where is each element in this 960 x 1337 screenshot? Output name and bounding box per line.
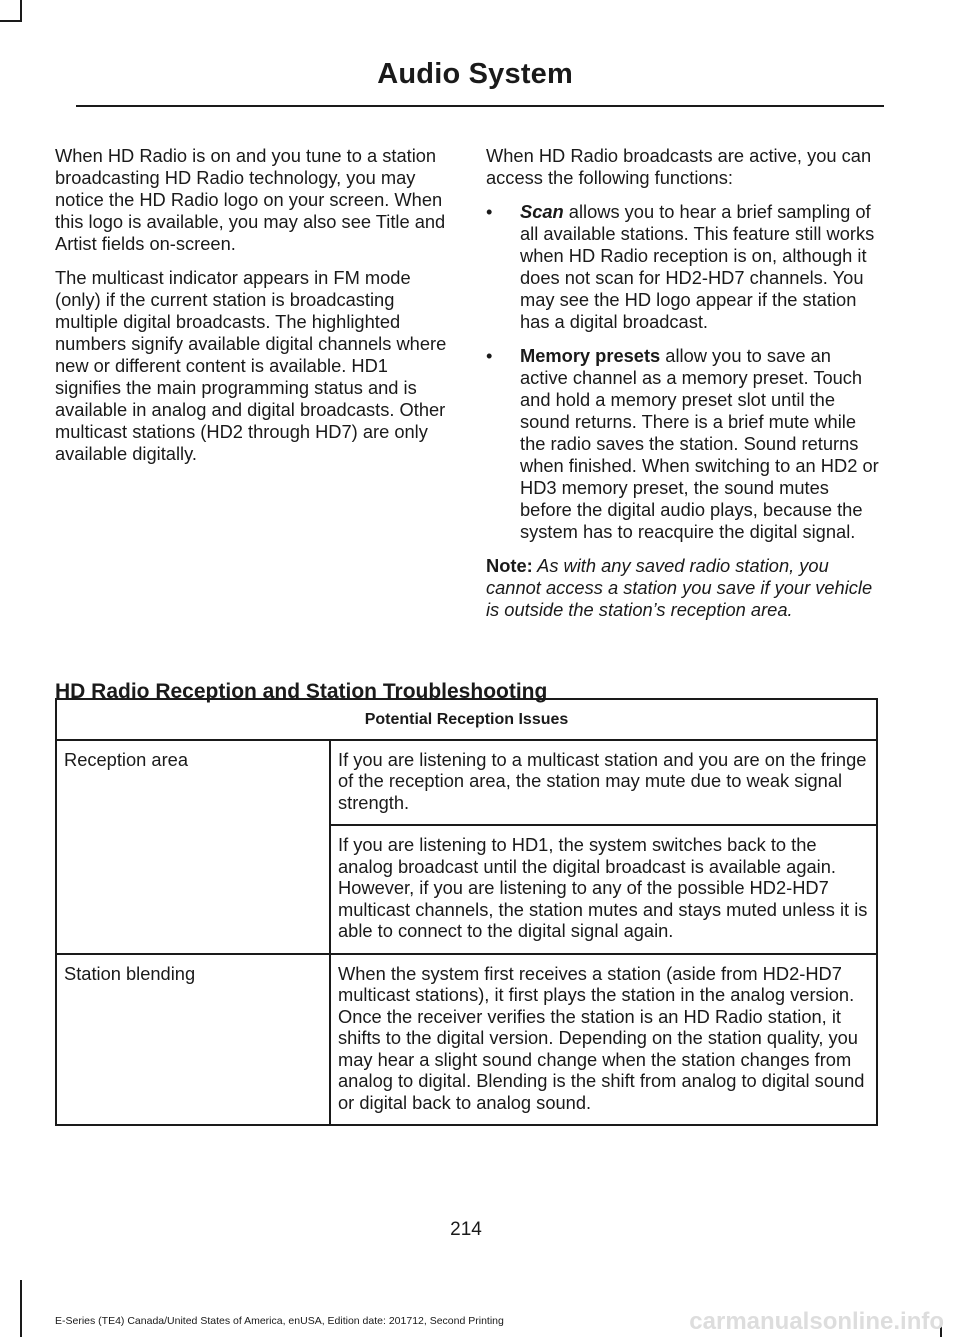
list-item-memory-presets [486,345,881,543]
row-description: When the system first receives a station (aside from HD2-HD7 multicast stations), it first plays the station in the analog version. Once the receiver verifies the station is an HD Radio station, it shifts to the digital version. Depending on the station quality, you may hear a slight sound change when the station changes from analog to digital. Blending is the shift from analog to digital sound or digital back to analog sound. [330,954,877,1126]
page-title: Audio System [377,58,573,90]
row-topic-reception-area: Reception area [56,740,330,954]
note-text: As with any saved radio station, you cannot access a station you save if your vehicle is outside the station’s reception area. [486,555,873,620]
functions-list [486,201,881,543]
header-rule [76,105,884,107]
note [486,555,881,621]
bullet-marker: • [486,201,493,222]
row-topic-station-blending: Station blending [56,954,330,1126]
paragraph-multicast: The multicast indicator appears in FM mode (only) if the current station is broadcasting multiple digital broadcasts. The highlighted numbers signify available digital channels where new or different content is available. HD1 signifies the main programming status and is available in analog and digital broadcasts. Other multicast stations (HD2 through HD7) are only available digitally. [55,267,447,464]
page-number: 214 [450,1219,482,1240]
right-column [486,145,881,633]
crop-mark-top-left [20,0,22,22]
note-label: Note: [486,555,533,576]
crop-mark-top-left-h [0,20,22,22]
memory-presets-description: allow you to save an active channel as a memory preset. Touch and hold a memory preset slot until the sound returns. There is a brief mute while the radio saves the station. Sound returns when finished. When switching to an HD2 or HD3 memory preset, the sound mutes before the digital audio plays, because the system has to reacquire the digital signal. [520,345,879,542]
scan-description: allows you to hear a brief sampling of all available stations. This feature still works when HD Radio reception is on, although it does not scan for HD2-HD7 channels. You may see the HD logo appear if the station has a digital broadcast. [520,201,875,332]
table-row [56,954,877,1126]
paragraph-hd-logo: When HD Radio is on and you tune to a station broadcasting HD Radio technology, you may notice the HD Radio logo on your screen. When this logo is available, you may also see Title and Artist fields on-screen. [55,145,446,254]
term-scan: Scan [520,201,564,222]
table-row [56,740,877,826]
crop-mark-bottom-left [20,1280,22,1337]
row-description: If you are listening to HD1, the system switches back to the analog broadcast until the digital broadcast is available again. However, if you are listening to any of the possible HD2-HD7 multicast channels, the station mutes and stays muted unless it is able to connect to the digital signal again. [330,825,877,954]
section-heading: HD Radio Reception and Station Troubleshooting [55,680,548,703]
term-memory-presets: Memory presets [520,345,661,366]
functions-intro: When HD Radio broadcasts are active, you can access the following functions: [486,145,872,188]
watermark: carmanualsonline.info [689,1308,944,1335]
row-description: If you are listening to a multicast station and you are on the fringe of the reception area, the station may mute due to weak signal strength. [330,740,877,826]
footer-edition: E-Series (TE4) Canada/United States of America, enUSA, Edition date: 201712, Second Printing [55,1315,504,1327]
table-caption: Potential Reception Issues [56,699,877,740]
bullet-marker: • [486,345,493,366]
left-column [55,145,450,477]
table-header-row [56,699,877,740]
list-item-scan [486,201,881,333]
reception-issues-table [55,698,878,1126]
